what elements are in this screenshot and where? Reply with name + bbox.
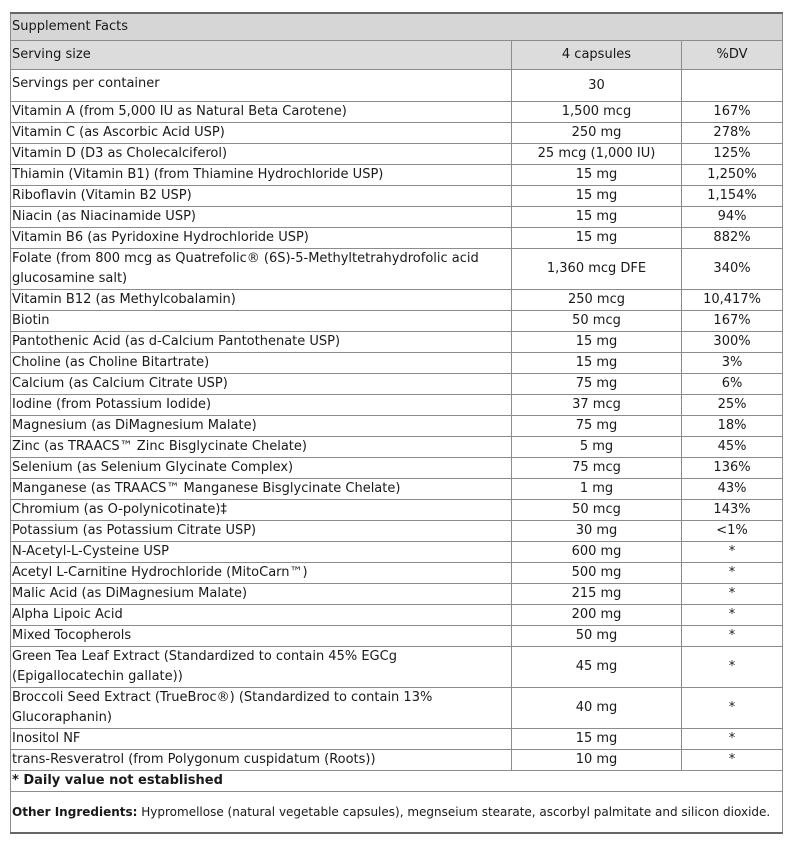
nutrient-dv: 882% [682,228,783,249]
nutrient-amount: 40 mg [512,688,682,729]
nutrient-dv: 143% [682,500,783,521]
nutrient-name: Iodine (from Potassium Iodide) [11,395,512,416]
nutrient-name: Acetyl L-Carnitine Hydrochloride (MitoCarn™) [11,563,512,584]
servings-label: Servings per container [11,70,512,102]
nutrient-dv: 3% [682,353,783,374]
table-row [11,144,783,165]
table-row [11,688,783,729]
servings-row [11,70,783,102]
nutrient-amount: 250 mcg [512,290,682,311]
serving-size-amount: 4 capsules [512,41,682,70]
table-row [11,729,783,750]
nutrient-dv: 167% [682,311,783,332]
table-row [11,458,783,479]
nutrient-name: Vitamin B6 (as Pyridoxine Hydrochloride USP) [11,228,512,249]
supplement-facts-panel [10,12,782,834]
nutrient-dv: * [682,688,783,729]
table-row [11,228,783,249]
nutrient-amount: 215 mg [512,584,682,605]
nutrient-name: Green Tea Leaf Extract (Standardized to contain 45% EGCg (Epigallocatechin gallate)) [11,647,512,688]
nutrient-amount: 15 mg [512,729,682,750]
nutrient-dv: 25% [682,395,783,416]
nutrient-amount: 1 mg [512,479,682,500]
nutrient-name: Selenium (as Selenium Glycinate Complex) [11,458,512,479]
nutrient-dv: 278% [682,123,783,144]
nutrient-amount: 50 mcg [512,311,682,332]
nutrient-name: Potassium (as Potassium Citrate USP) [11,521,512,542]
table-row [11,249,783,290]
nutrient-dv: 18% [682,416,783,437]
nutrient-amount: 10 mg [512,750,682,771]
nutrient-dv: 45% [682,437,783,458]
serving-size-label: Serving size [11,41,512,70]
nutrient-amount: 50 mcg [512,500,682,521]
nutrient-dv: * [682,729,783,750]
table-row [11,750,783,771]
nutrient-amount: 75 mcg [512,458,682,479]
nutrient-amount: 600 mg [512,542,682,563]
nutrient-name: Folate (from 800 mcg as Quatrefolic® (6S)-5-Methyltetrahydrofolic acid glucosamine salt) [11,249,512,290]
nutrient-dv: * [682,647,783,688]
other-ingredients-label: Other Ingredients: [12,805,138,819]
nutrient-name: Alpha Lipoic Acid [11,605,512,626]
nutrient-amount: 5 mg [512,437,682,458]
table-row [11,102,783,123]
nutrient-name: Broccoli Seed Extract (TrueBroc®) (Standardized to contain 13% Glucoraphanin) [11,688,512,729]
nutrient-amount: 75 mg [512,416,682,437]
nutrient-amount: 15 mg [512,228,682,249]
nutrient-name: Niacin (as Niacinamide USP) [11,207,512,228]
table-title: Supplement Facts [11,13,783,41]
table-row [11,395,783,416]
table-row [11,521,783,542]
table-row [11,311,783,332]
nutrient-name: Chromium (as O-polynicotinate)‡ [11,500,512,521]
nutrient-amount: 15 mg [512,207,682,228]
table-row [11,647,783,688]
table-row [11,416,783,437]
footnote-row [11,771,783,792]
nutrient-dv: * [682,542,783,563]
nutrient-amount: 500 mg [512,563,682,584]
nutrient-name: Riboflavin (Vitamin B2 USP) [11,186,512,207]
nutrient-dv: 167% [682,102,783,123]
nutrient-amount: 30 mg [512,521,682,542]
nutrient-dv: * [682,750,783,771]
nutrient-name: Malic Acid (as DiMagnesium Malate) [11,584,512,605]
servings-amount: 30 [512,70,682,102]
table-row [11,542,783,563]
other-ingredients [11,792,783,834]
servings-dv [682,70,783,102]
nutrient-name: Thiamin (Vitamin B1) (from Thiamine Hydrochloride USP) [11,165,512,186]
table-row [11,207,783,228]
nutrient-dv: 136% [682,458,783,479]
other-ingredients-text: Hypromellose (natural vegetable capsules), megnseium stearate, ascorbyl palmitate and silicon dioxide. [141,805,771,819]
nutrient-name: Vitamin B12 (as Methylcobalamin) [11,290,512,311]
nutrient-amount: 15 mg [512,186,682,207]
header-row [11,41,783,70]
footnote: * Daily value not established [11,771,783,792]
nutrient-amount: 75 mg [512,374,682,395]
nutrient-dv: 125% [682,144,783,165]
table-row [11,165,783,186]
nutrient-amount: 37 mcg [512,395,682,416]
nutrient-dv: 43% [682,479,783,500]
table-row [11,563,783,584]
other-ingredients-row [11,792,783,834]
nutrient-name: Calcium (as Calcium Citrate USP) [11,374,512,395]
table-row [11,374,783,395]
nutrient-dv: * [682,626,783,647]
nutrient-amount: 15 mg [512,332,682,353]
table-row [11,605,783,626]
nutrient-dv: * [682,563,783,584]
table-row [11,626,783,647]
nutrient-amount: 1,500 mcg [512,102,682,123]
nutrient-amount: 15 mg [512,165,682,186]
nutrient-name: Magnesium (as DiMagnesium Malate) [11,416,512,437]
nutrient-name: Biotin [11,311,512,332]
nutrient-name: Mixed Tocopherols [11,626,512,647]
nutrient-name: Zinc (as TRAACS™ Zinc Bisglycinate Chelate) [11,437,512,458]
table-row [11,186,783,207]
nutrient-dv: * [682,605,783,626]
nutrient-dv: 10,417% [682,290,783,311]
nutrient-name: Vitamin C (as Ascorbic Acid USP) [11,123,512,144]
nutrient-dv: 1,250% [682,165,783,186]
nutrient-name: Manganese (as TRAACS™ Manganese Bisglycinate Chelate) [11,479,512,500]
nutrient-dv: 6% [682,374,783,395]
nutrient-amount: 250 mg [512,123,682,144]
table-row [11,500,783,521]
table-row [11,584,783,605]
nutrient-dv: 94% [682,207,783,228]
nutrient-name: N-Acetyl-L-Cysteine USP [11,542,512,563]
table-row [11,353,783,374]
nutrient-amount: 25 mcg (1,000 IU) [512,144,682,165]
nutrient-name: Inositol NF [11,729,512,750]
nutrient-name: Vitamin A (from 5,000 IU as Natural Beta Carotene) [11,102,512,123]
nutrient-amount: 45 mg [512,647,682,688]
nutrient-dv: * [682,584,783,605]
table-row [11,332,783,353]
nutrient-amount: 200 mg [512,605,682,626]
title-row [11,13,783,41]
nutrient-dv: <1% [682,521,783,542]
nutrient-dv: 340% [682,249,783,290]
nutrient-name: Vitamin D (D3 as Cholecalciferol) [11,144,512,165]
nutrient-name: Pantothenic Acid (as d-Calcium Pantothenate USP) [11,332,512,353]
nutrient-amount: 15 mg [512,353,682,374]
table-row [11,123,783,144]
dv-header: %DV [682,41,783,70]
supplement-facts-table [10,12,783,834]
nutrient-amount: 50 mg [512,626,682,647]
table-row [11,290,783,311]
nutrient-name: Choline (as Choline Bitartrate) [11,353,512,374]
table-row [11,479,783,500]
nutrient-dv: 1,154% [682,186,783,207]
table-row [11,437,783,458]
nutrient-name: trans-Resveratrol (from Polygonum cuspidatum (Roots)) [11,750,512,771]
nutrient-amount: 1,360 mcg DFE [512,249,682,290]
nutrient-dv: 300% [682,332,783,353]
